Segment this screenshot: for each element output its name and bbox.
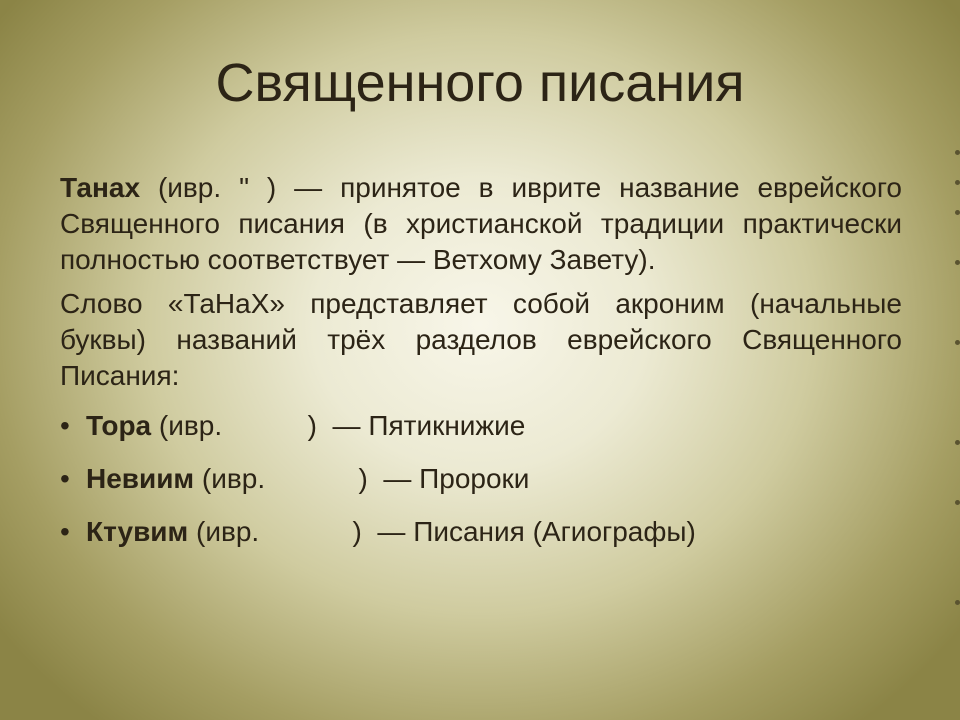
paragraph-tanakh-text: (ивр. " ) — принятое в иврите название еврейского Священного писания (в христианской традиции практически полностью соответствует — Ветхому Завету). [60, 172, 902, 275]
paragraph-tanakh [60, 170, 902, 278]
overflow-edge-marks [952, 140, 960, 700]
bullet-icon: • [60, 463, 70, 494]
bullet-icon: • [60, 516, 70, 547]
list-item-ketuvim-text: (ивр. ) — Писания (Агиографы) [188, 516, 696, 547]
paragraph-acronym: Слово «ТаНаХ» представляет собой акроним (начальные буквы) названий трёх разделов еврейского Священного Писания: [60, 288, 902, 391]
bullet-icon: • [60, 410, 70, 441]
list-item-neviim [60, 461, 902, 497]
list-item-torah-text: (ивр. ) — Пятикнижие [151, 410, 526, 441]
list-item-ketuvim [60, 514, 902, 550]
term-neviim: Невиим [86, 463, 195, 494]
sections-list [60, 408, 902, 550]
term-torah: Тора [86, 410, 152, 441]
list-item-torah [60, 408, 902, 444]
term-tanakh: Танах [60, 172, 141, 203]
term-ketuvim: Ктувим [86, 516, 189, 547]
list-item-neviim-text: (ивр. ) — Пророки [194, 463, 530, 494]
slide-title: Священного писания [215, 53, 745, 113]
slide-body [60, 170, 902, 567]
